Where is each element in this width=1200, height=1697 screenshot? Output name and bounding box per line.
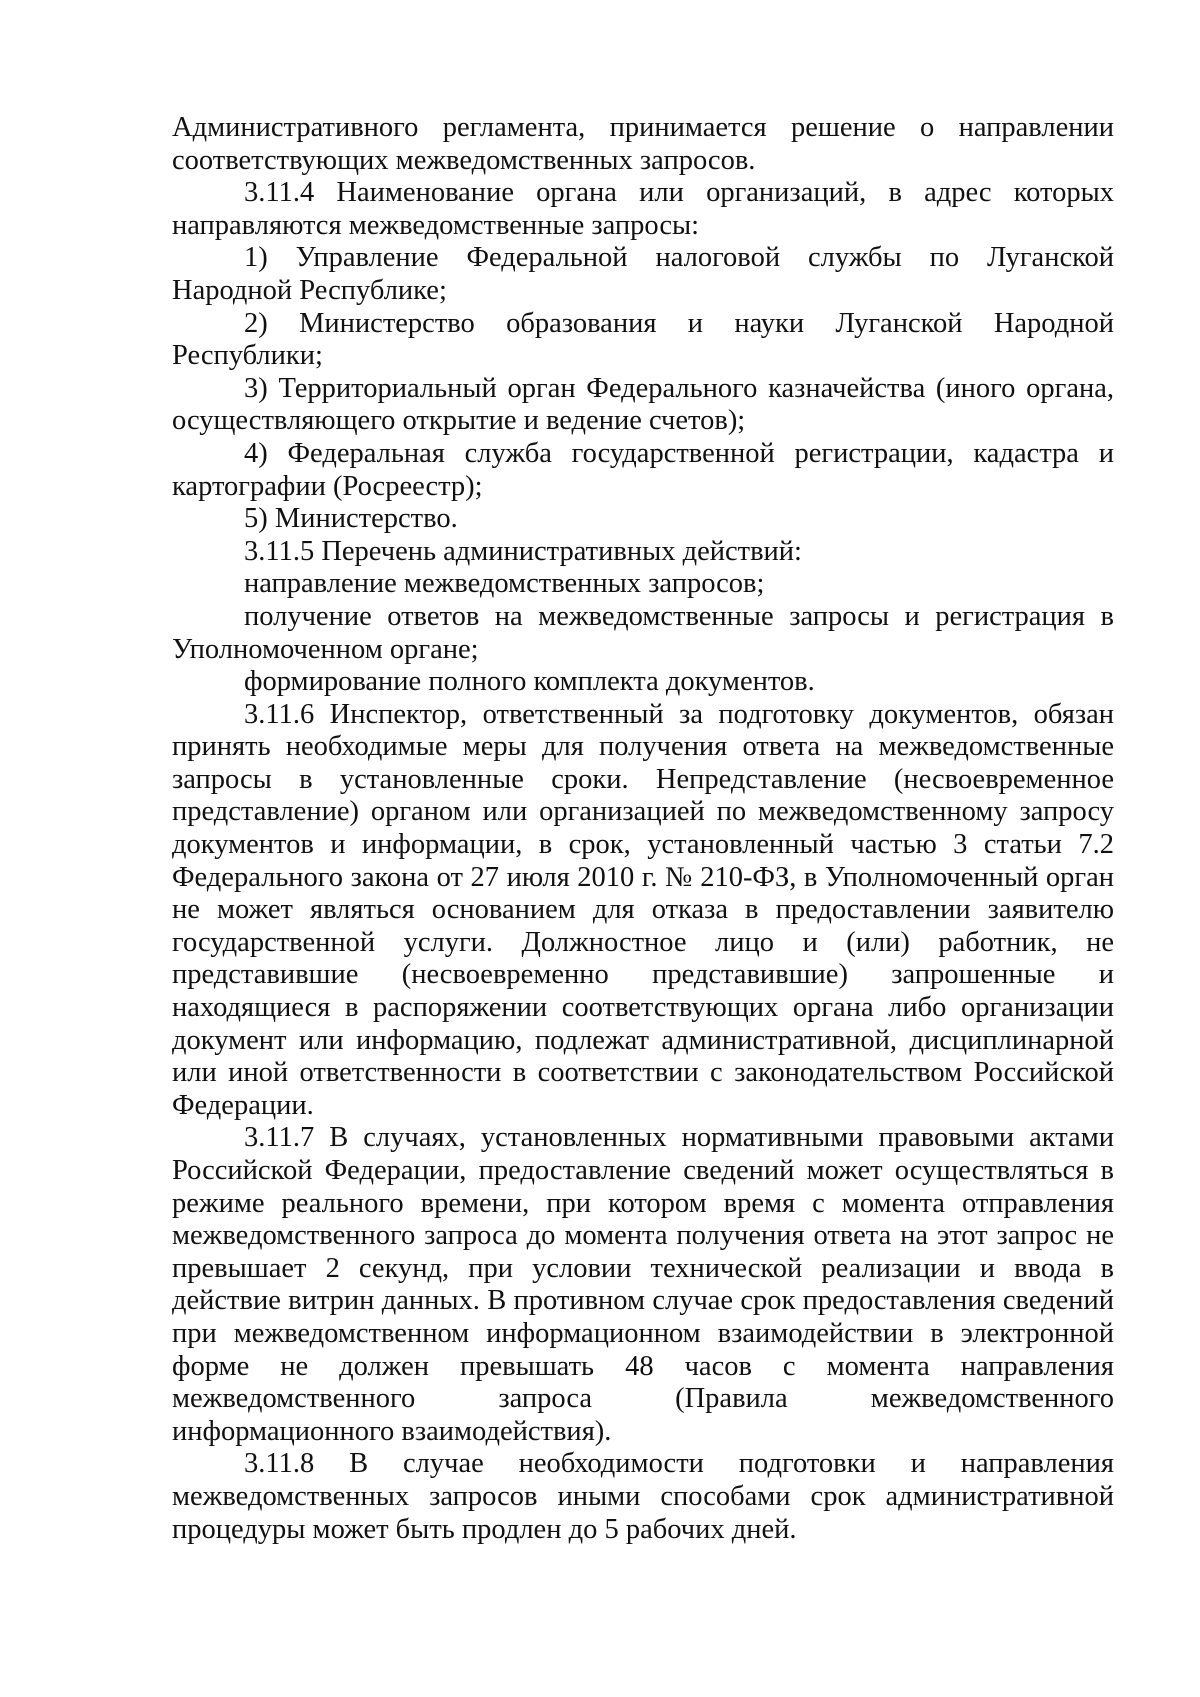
paragraph-3-11-4: 3.11.4 Наименование органа или организаций, в адрес которых направляются межведомственные запросы:	[172, 177, 1114, 241]
action-item-2: получение ответов на межведомственные запросы и регистрация в Уполномоченном органе;	[172, 600, 1114, 665]
action-item-1: направление межведомственных запросов;	[244, 568, 765, 600]
list-item-4: 4) Федеральная служба государственной регистрации, кадастра и картографии (Росреестр);	[172, 437, 1114, 502]
document-body	[172, 112, 1114, 1546]
paragraph-continuation: Административного регламента, принимается решение о направлении соответствующих межведомственных запросов.	[172, 112, 1114, 176]
list-item-1: 1) Управление Федеральной налоговой службы по Луганской Народной Республике;	[172, 242, 1114, 306]
list-item-5: 5) Министерство.	[244, 503, 458, 535]
list-item-2: 2) Министерство образования и науки Луганской Народной Республики;	[172, 307, 1114, 372]
paragraph-3-11-6: 3.11.6 Инспектор, ответственный за подготовку документов, обязан принять необходимые меры для получения ответа на межведомственные запросы в установленные сроки. Непредставление (несвоевременное представление) органом или организацией по межведомственному запросу документов и информации, в срок, установленный частью 3 статьи 7.2 Федерального закона от 27 июля 2010 г. № 210-ФЗ, в Уполномоченный орган не может являться основанием для отказа в предоставлении заявителю государственной услуги. Должностное лицо и (или) работник, не представившие (несвоевременно представившие) запрошенные и находящиеся в распоряжении соответствующих органа либо организации документ или информацию, подлежат административной, дисциплинарной или иной ответственности в соответствии с законодательством Российской Федерации.	[172, 698, 1114, 1121]
paragraph-3-11-8: 3.11.8 В случае необходимости подготовки и направления межведомственных запросов иными способами срок административной процедуры может быть продлен до 5 рабочих дней.	[172, 1448, 1114, 1545]
list-item-3: 3) Территориальный орган Федерального казначейства (иного органа, осуществляющего открытие и ведение счетов);	[172, 372, 1114, 437]
paragraph-3-11-5: 3.11.5 Перечень административных действий:	[244, 535, 802, 567]
paragraph-3-11-7: 3.11.7 В случаях, установленных нормативными правовыми актами Российской Федерации, предоставление сведений может осуществляться в режиме реального времени, при котором время с момента отправления межведомственного запроса до момента получения ответа на этот запрос не превышает 2 секунд, при условии технической реализации и ввода в действие витрин данных. В противном случае срок предоставления сведений при межведомственном информационном взаимодействии в электронной форме не должен превышать 48 часов с момента направления межведомственного запроса (Правила межведомственного информационного взаимодействия).	[172, 1122, 1114, 1447]
action-item-3: формирование полного комплекта документов.	[244, 666, 815, 698]
